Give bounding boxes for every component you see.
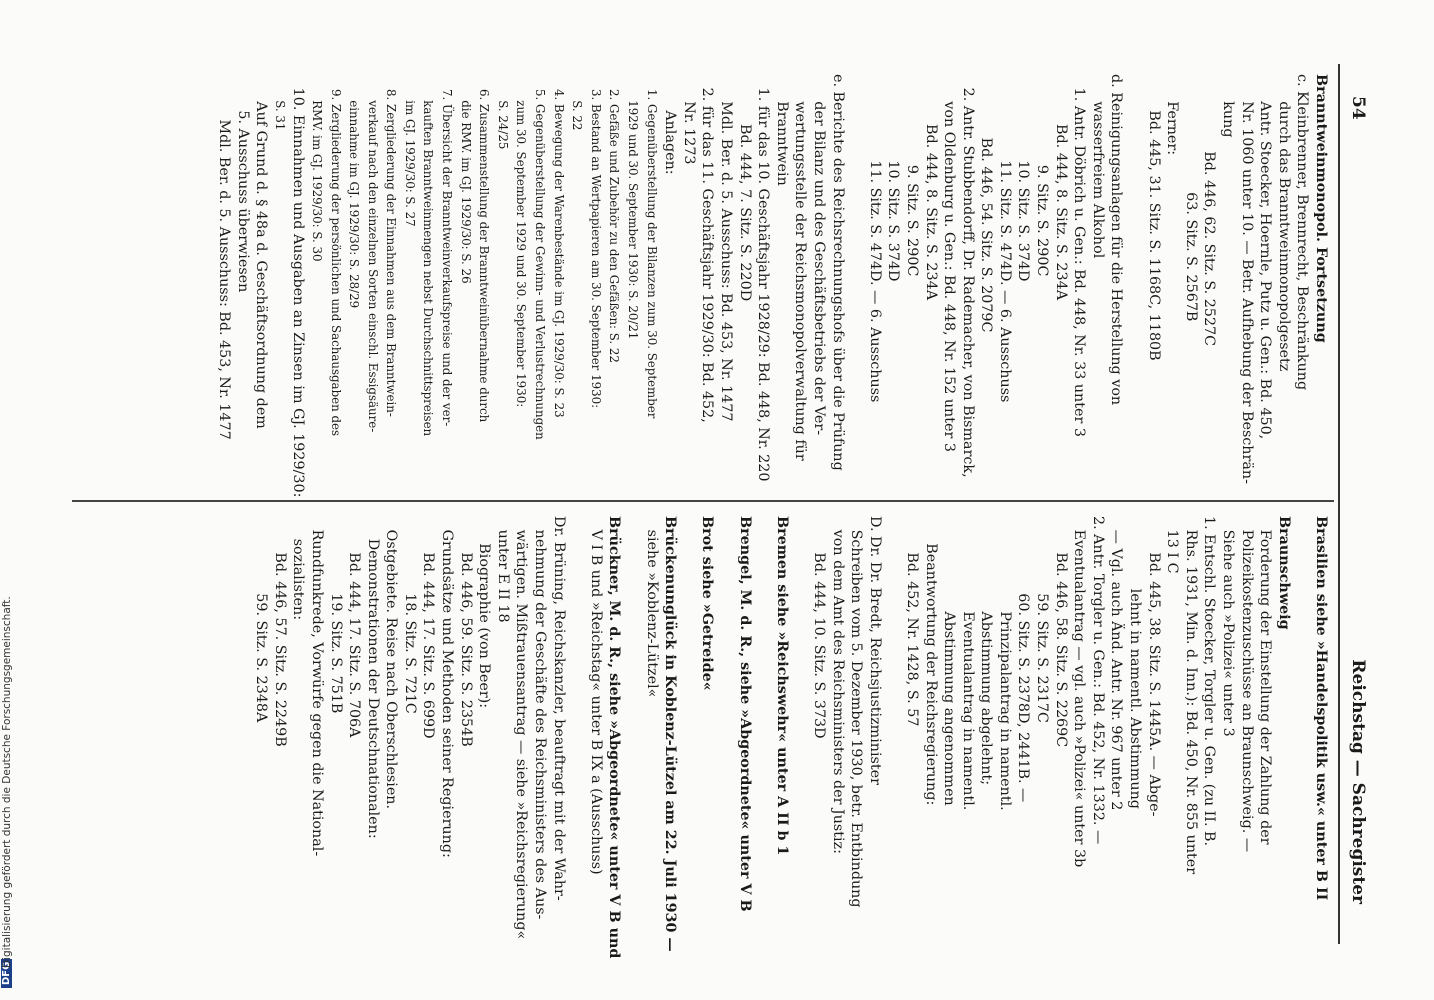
index-line: Biographie (von Beer): [476, 516, 493, 709]
index-line: Bd. 444, 7. Sitz. S. 220D [736, 74, 753, 302]
index-line: e. Berichte des Reichsrechnungshofs über die Prüfung [829, 74, 846, 471]
index-line: Bd. 444, 8. Sitz. S. 234A [1052, 74, 1069, 301]
index-line: 10. Einnahmen und Ausgaben an Zinsen im GJ. 1929/30: [290, 74, 307, 498]
index-line: Abstimmung abgelehnt; [978, 516, 995, 786]
index-line: 2. Gefäße und Zubehör zu den Gefäßen: S. 22 [607, 74, 622, 363]
index-line: Polizeikostenzuschüsse an Braunschweig. — [1238, 516, 1255, 853]
index-line: Branntwein [773, 74, 790, 186]
index-line: zum 30. September 1929 und 30. September 1930: [514, 74, 529, 408]
index-line: 1. Entschl. Stoecker, Torgler u. Gen. (zu II. B. [1201, 516, 1218, 847]
footer-text: Digitalisierung gefördert durch die Deutsche Forschungsgemeinschaft. [1, 596, 13, 968]
index-line: Dr. Brüning, Reichskanzler, beauftragt mit der Wahr- [550, 516, 567, 901]
index-line: — Vgl. auch Änd. Antr. Nr. 967 unter 2 [1108, 516, 1125, 811]
index-line: 10. Sitz. S. 374D [885, 74, 902, 282]
index-line: 9. Zergliederung der persönlichen und Sachausgaben des [328, 74, 343, 437]
digitization-footer [0, 0, 16, 1000]
index-line [847, 74, 866, 492]
index-line: Bd. 444, 10. Sitz. S. 373D [810, 516, 827, 739]
index-line: durch das Branntweinmonopolgesetz [1275, 74, 1292, 372]
index-line: 2. Antr. Torgler u. Gen.: Bd. 452, Nr. 1332. — [1089, 516, 1106, 845]
index-line: Mdl. Ber. d. 5. Ausschuss: Bd. 453, Nr. 1477 [215, 74, 232, 440]
index-line: 2. für das 11. Geschäftsjahr 1929/30: Bd. 452, [699, 74, 716, 423]
index-line: S. 31 [272, 74, 287, 131]
index-line: der Bilanz und des Geschäftsbetriebs der Ver- [810, 74, 827, 436]
index-line: 13 I C [1164, 516, 1181, 574]
index-line: 6. Zusammenstellung der Branntweinübernahme durch [477, 74, 492, 423]
index-line: einnahme im GJ. 1929/30: S. 28/29 [347, 74, 362, 309]
column-divider [72, 500, 1334, 502]
index-line: Bd. 446, 54. Sitz. S. 2079C [978, 74, 995, 333]
index-line: nehmung der Geschäfte des Reichsministers des Aus- [532, 516, 549, 920]
index-line: Bd. 445, 31. Sitz. S. 1168C, 1180B [1145, 74, 1162, 361]
index-line: Ostgebiete. Reise nach Oberschlesien. [383, 516, 400, 810]
index-line [623, 516, 642, 934]
index-line: S. 24/25 [495, 74, 510, 150]
index-line [679, 516, 698, 934]
index-line: siehe »Koblenz-Lützel« [643, 516, 660, 698]
index-line: Bd. 445, 38. Sitz. S. 1445A. — Abge- [1145, 516, 1162, 817]
index-line: 63. Sitz. S. 2567B [1182, 74, 1199, 322]
index-line: V I B und »Reichstag« unter B IX a (Ausschuss) [587, 516, 604, 875]
index-line: 18. Sitz. S. 721C [401, 516, 418, 714]
index-line: von Oldenburg u. Gen.: Bd. 448, Nr. 152 unter 3 [941, 74, 958, 452]
index-line: 5. Ausschuss überwiesen [234, 74, 251, 293]
page-number: 54 [1348, 96, 1368, 120]
index-line: c. Kleinbrenner, Brennrecht, Beschränkung [1294, 74, 1311, 391]
index-line [754, 516, 773, 934]
index-line: im GJ. 1929/30: S. 27 [402, 74, 417, 227]
index-line: Brückenunglück in Koblenz-Lützel am 22. Juli 1930 — [662, 516, 679, 952]
index-line: Bd. 446, 58. Sitz. S. 2269C [1052, 516, 1069, 748]
index-line: 7. Übersicht der Branntweinverkaufspreise und der ver- [440, 74, 455, 427]
index-line: Eventualantrag — vgl. auch »Polizei« unter 3b [1071, 516, 1088, 868]
index-line: 8. Zergliederung der Einnahmen aus dem Branntwein- [384, 74, 399, 417]
index-line: 2. Antr. Stubbendorff, Dr. Rademacher, von Bismarck, [959, 74, 976, 478]
index-line: 59. Sitz. S. 2348A [253, 516, 270, 723]
index-line: Antr. Stoecker, Hoernle, Putz u. Gen.: Bd. 450, [1257, 74, 1274, 440]
left-column [214, 74, 1330, 498]
index-line: Prinzipalantrag in namentl. [996, 516, 1013, 811]
index-line [1125, 74, 1144, 492]
index-line: Bd. 444, 17. Sitz. S. 706A [346, 516, 363, 738]
index-line: sozialisten: [290, 516, 307, 621]
index-line: 59. Sitz. S. 2317C [1034, 516, 1051, 723]
index-line: Schreiben vom 5. Dezember 1930, betr. Entbindung [848, 516, 865, 908]
index-line: Auf Grund d. § 48a d. Geschäftsordnung dem [253, 74, 270, 429]
index-line: Bd. 446, 62. Sitz. S. 2527C [1201, 74, 1218, 347]
index-line: Bd. 446, 57. Sitz. S. 2249B [271, 516, 288, 747]
index-line: Anlagen: [662, 74, 679, 175]
index-line: Mdl. Ber. d. 5. Ausschuss: Bd. 453, Nr. 1477 [718, 74, 734, 422]
index-line: Brückner, M. d. R., siehe »Abgeordnete« unter V B und [606, 516, 623, 959]
index-line [716, 516, 735, 934]
index-line: unter E II 18 [494, 516, 511, 623]
index-line: 1. für das 10. Geschäftsjahr 1928/29: Bd. 448, Nr. 220 [755, 74, 772, 482]
index-line: Eventualantrag in namentl. [959, 516, 976, 811]
index-line: Demonstrationen der Deutschnationalen: [364, 516, 381, 839]
dfg-logo: DFG [1, 959, 12, 988]
index-line: d. Reinigungsanlagen für die Herstellung von [1108, 74, 1125, 406]
index-line: Branntweinmonopol. Fortsetzung [1313, 74, 1329, 343]
index-line: 1. Gegenüberstellung der Bilanzen zum 30. September [644, 74, 659, 419]
index-line: kauften Branntweinmengen nebst Durchschnittspreisen [421, 74, 436, 437]
page-header [1340, 64, 1374, 944]
index-line: Nr. 1060 unter 10. — Betr. Aufhebung der Beschrän- [1238, 74, 1255, 484]
index-line: Bd. 444, 17. Sitz. S. 699D [420, 516, 437, 739]
index-line: Abstimmung angenommen [941, 516, 958, 806]
index-line: RMV. im GJ. 1929/30: S. 30 [309, 74, 324, 262]
index-line: S. 22 [570, 74, 585, 131]
index-line: Bd. 444, 8. Sitz. S. 234A [922, 74, 939, 301]
index-line: 60. Sitz. S. 2378D, 2441B. — [1015, 516, 1032, 803]
index-line: kung [1220, 74, 1237, 138]
index-line: 10. Sitz. S. 374D [1015, 74, 1032, 282]
index-line: wertungsstelle der Reichsmonopolverwaltung für [792, 74, 809, 461]
index-line: Beantwortung der Reichsregierung: [922, 516, 939, 806]
index-line: 11. Sitz. S. 474D. — 6. Ausschuss [996, 74, 1013, 403]
index-line: Brengel, M. d. R., siehe »Abgeordnete« unter V B [736, 516, 753, 912]
index-line: 5. Gegenüberstellung der Gewinn- und Verlustrechnungen [533, 74, 548, 440]
index-line [568, 516, 587, 934]
index-line: 3. Bestand an Wertpapieren am 30. September 1930: [588, 74, 603, 409]
index-line: 11. Sitz. S. 474D. — 6. Ausschuss [866, 74, 883, 403]
index-line: wasserfreiem Alkohol [1089, 74, 1106, 259]
index-line: von dem Amt des Reichsministers der Justiz: [829, 516, 846, 854]
index-line: die RMV. im GJ. 1929/30: S. 26 [458, 74, 473, 284]
index-line: 9. Sitz. S. 290C [1034, 74, 1051, 277]
index-line: Grundsätze und Methoden seiner Regierung: [439, 516, 456, 858]
index-line: lehnt in namentl. Abstimmung [1127, 516, 1144, 809]
index-page [14, 64, 1374, 959]
index-line: Siehe auch »Polizei« unter 3 [1220, 516, 1237, 737]
index-line: 9. Sitz. S. 290C [903, 74, 920, 277]
index-line: Brasilien siehe »Handelspolitik usw.« unter B II [1313, 516, 1329, 901]
index-line: Ferner: [1164, 74, 1181, 156]
index-line: 1929 und 30. September 1930: S. 20/21 [626, 74, 641, 340]
index-line: Braunschweig [1275, 516, 1292, 630]
index-line: Bd. 452, Nr. 1428, S. 57 [903, 516, 920, 727]
index-line [791, 516, 810, 934]
index-line: verkauf nach den einzelnen Sorten einschl. Essigsäure- [365, 74, 380, 433]
index-line: Rhs. 1931, Min. d. Inn.): Bd. 450, Nr. 855 unter [1182, 516, 1199, 875]
index-line: Forderung der Einstellung der Zahlung der [1257, 516, 1274, 845]
index-line: Nr. 1273 [680, 74, 697, 165]
index-line: Bremen siehe »Reichswehr« unter A II b 1 [773, 516, 790, 856]
index-line: 1. Antr. Döbrich u. Gen.: Bd. 448, Nr. 33 unter 3 [1071, 74, 1088, 437]
index-line: wärtigen. Mißtrauensantrag — siehe »Reichsregierung« [513, 516, 530, 940]
header-rule [1338, 64, 1340, 944]
index-line: 4. Bewegung der Warenbestände im GJ. 1929/30: S. 23 [551, 74, 566, 418]
right-column [252, 516, 1330, 959]
index-line: Bd. 446, 59. Sitz. S. 2354B [457, 516, 474, 747]
running-head: Reichstag — Sachregister [1348, 659, 1368, 904]
index-line: 19. Sitz. S. 751B [327, 516, 344, 714]
index-line: D. Dr. Dr. Bredt, Reichsjustizminister [866, 516, 883, 785]
index-line [1293, 516, 1312, 934]
index-line: Brot siehe »Getreide« [699, 516, 716, 691]
index-line [884, 516, 903, 934]
index-line: Rundfunkrede, Vorwürfe gegen die National- [308, 516, 325, 857]
